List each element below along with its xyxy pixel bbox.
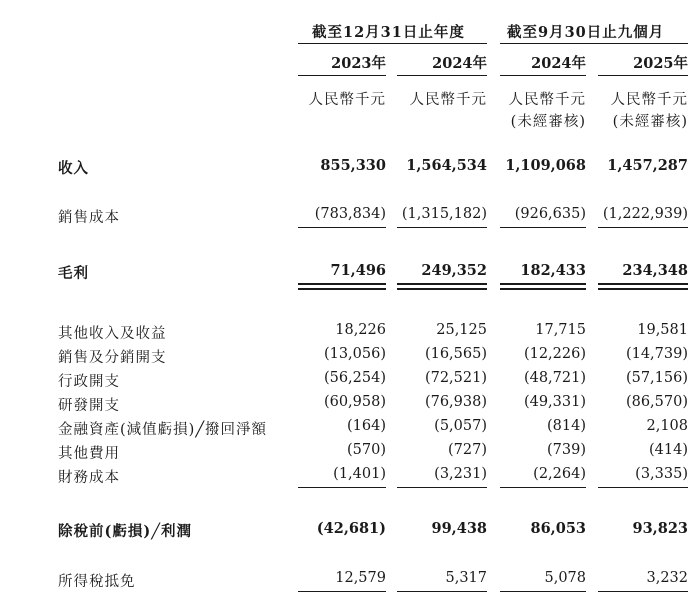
year-rule-1 <box>298 75 386 76</box>
row-label-gross-profit: 毛利 <box>58 265 89 282</box>
cell-selling-expenses-2024: (16,565) <box>424 346 487 362</box>
cell-cost-of-sales-2024: (1,315,182) <box>401 206 487 222</box>
cell-other-expenses-9m2024: (739) <box>547 442 586 458</box>
unit-label-2: 人民幣千元 <box>409 92 487 108</box>
subtotal-rule-pretax-2 <box>397 487 487 488</box>
bottom-rule-1 <box>298 591 386 592</box>
cell-rnd-expenses-2024: (76,938) <box>424 394 487 410</box>
period-header-year-ended: 截至12月31日止年度 <box>312 24 465 41</box>
cell-selling-expenses-9m2025: (14,739) <box>625 346 688 362</box>
period-header-nine-months: 截至9月30日止九個月 <box>507 24 665 41</box>
cell-finance-costs-2024: (3,231) <box>434 466 487 482</box>
cell-pretax-profit-9m2024: 86,053 <box>530 520 586 537</box>
row-label-selling-expenses: 銷售及分銷開支 <box>58 350 167 366</box>
cell-admin-expenses-2023: (56,254) <box>323 370 386 386</box>
unaudited-label-1: (未經審核) <box>510 114 586 130</box>
cell-pretax-profit-2023: (42,681) <box>316 520 386 537</box>
year-rule-2 <box>397 75 487 76</box>
double-rule-4b <box>598 288 688 290</box>
year-header-2024: 2024年 <box>432 55 487 72</box>
cell-revenue-2023: 855,330 <box>320 157 386 174</box>
subtotal-rule-pretax-3 <box>500 487 586 488</box>
row-label-other-income: 其他收入及收益 <box>58 326 167 342</box>
subtotal-rule-pretax-1 <box>298 487 386 488</box>
cell-finance-costs-9m2024: (2,264) <box>533 466 586 482</box>
double-rule-3b <box>500 288 586 290</box>
cell-other-expenses-2024: (727) <box>448 442 487 458</box>
double-rule-2b <box>397 288 487 290</box>
cell-finance-costs-9m2025: (3,335) <box>635 466 688 482</box>
cell-cost-of-sales-9m2025: (1,222,939) <box>602 206 688 222</box>
cell-cost-of-sales-9m2024: (926,635) <box>514 206 586 222</box>
cell-income-tax-credit-9m2025: 3,232 <box>646 570 688 586</box>
cell-other-expenses-9m2025: (414) <box>649 442 688 458</box>
bottom-rule-2 <box>397 591 487 592</box>
cell-other-income-9m2024: 17,715 <box>535 322 586 338</box>
cell-other-income-2023: 18,226 <box>335 322 386 338</box>
subtotal-rule-3 <box>500 227 586 228</box>
unit-label-4: 人民幣千元 <box>610 92 688 108</box>
year-header-2023: 2023年 <box>331 55 386 72</box>
bottom-rule-3 <box>500 591 586 592</box>
cell-other-income-9m2025: 19,581 <box>637 322 688 338</box>
cell-gross-profit-9m2025: 234,348 <box>622 262 688 279</box>
cell-revenue-2024: 1,564,534 <box>406 157 487 174</box>
row-label-other-expenses: 其他費用 <box>58 446 120 462</box>
double-rule-2a <box>397 283 487 285</box>
year-header-2024-nine-months: 2024年 <box>531 55 586 72</box>
row-label-income-tax-credit: 所得稅抵免 <box>58 574 136 590</box>
cell-pretax-profit-2024: 99,438 <box>431 520 487 537</box>
row-label-rnd-expenses: 研發開支 <box>58 398 120 414</box>
subtotal-rule-pretax-4 <box>598 487 688 488</box>
row-label-finance-costs: 財務成本 <box>58 470 120 486</box>
cell-admin-expenses-2024: (72,521) <box>424 370 487 386</box>
cell-impairment-9m2024: (814) <box>547 418 586 434</box>
cell-other-expenses-2023: (570) <box>347 442 386 458</box>
unaudited-label-2: (未經審核) <box>612 114 688 130</box>
cell-rnd-expenses-9m2025: (86,570) <box>625 394 688 410</box>
row-label-impairment: 金融資產(減值虧損)╱撥回淨額 <box>58 422 268 438</box>
cell-gross-profit-2023: 71,496 <box>330 262 386 279</box>
double-rule-4a <box>598 283 688 285</box>
cell-revenue-9m2025: 1,457,287 <box>607 157 688 174</box>
double-rule-3a <box>500 283 586 285</box>
cell-impairment-2024: (5,057) <box>434 418 487 434</box>
cell-rnd-expenses-9m2024: (49,331) <box>523 394 586 410</box>
header-rule-group2 <box>500 43 688 44</box>
year-rule-3 <box>500 75 586 76</box>
cell-revenue-9m2024: 1,109,068 <box>505 157 586 174</box>
cell-pretax-profit-9m2025: 93,823 <box>632 520 688 537</box>
double-rule-1b <box>298 288 386 290</box>
cell-other-income-2024: 25,125 <box>436 322 487 338</box>
unit-label-1: 人民幣千元 <box>308 92 386 108</box>
cell-income-tax-credit-9m2024: 5,078 <box>544 570 586 586</box>
row-label-revenue: 收入 <box>58 160 89 177</box>
year-rule-4 <box>598 75 688 76</box>
cell-gross-profit-9m2024: 182,433 <box>520 262 586 279</box>
year-header-2025: 2025年 <box>633 55 688 72</box>
cell-rnd-expenses-2023: (60,958) <box>323 394 386 410</box>
row-label-admin-expenses: 行政開支 <box>58 374 120 390</box>
cell-income-tax-credit-2023: 12,579 <box>335 570 386 586</box>
unit-label-3: 人民幣千元 <box>508 92 586 108</box>
cell-admin-expenses-9m2024: (48,721) <box>523 370 586 386</box>
cell-selling-expenses-2023: (13,056) <box>323 346 386 362</box>
header-rule-group1 <box>298 43 487 44</box>
cell-selling-expenses-9m2024: (12,226) <box>523 346 586 362</box>
cell-finance-costs-2023: (1,401) <box>333 466 386 482</box>
bottom-rule-4 <box>598 591 688 592</box>
cell-gross-profit-2024: 249,352 <box>421 262 487 279</box>
subtotal-rule-4 <box>598 227 688 228</box>
row-label-pretax-profit: 除稅前(虧損)╱利潤 <box>58 523 192 540</box>
double-rule-1a <box>298 283 386 285</box>
cell-impairment-2023: (164) <box>347 418 386 434</box>
subtotal-rule-1 <box>298 227 386 228</box>
subtotal-rule-2 <box>397 227 487 228</box>
cell-income-tax-credit-2024: 5,317 <box>445 570 487 586</box>
cell-impairment-9m2025: 2,108 <box>646 418 688 434</box>
row-label-cost-of-sales: 銷售成本 <box>58 210 120 226</box>
cell-cost-of-sales-2023: (783,834) <box>314 206 386 222</box>
cell-admin-expenses-9m2025: (57,156) <box>625 370 688 386</box>
